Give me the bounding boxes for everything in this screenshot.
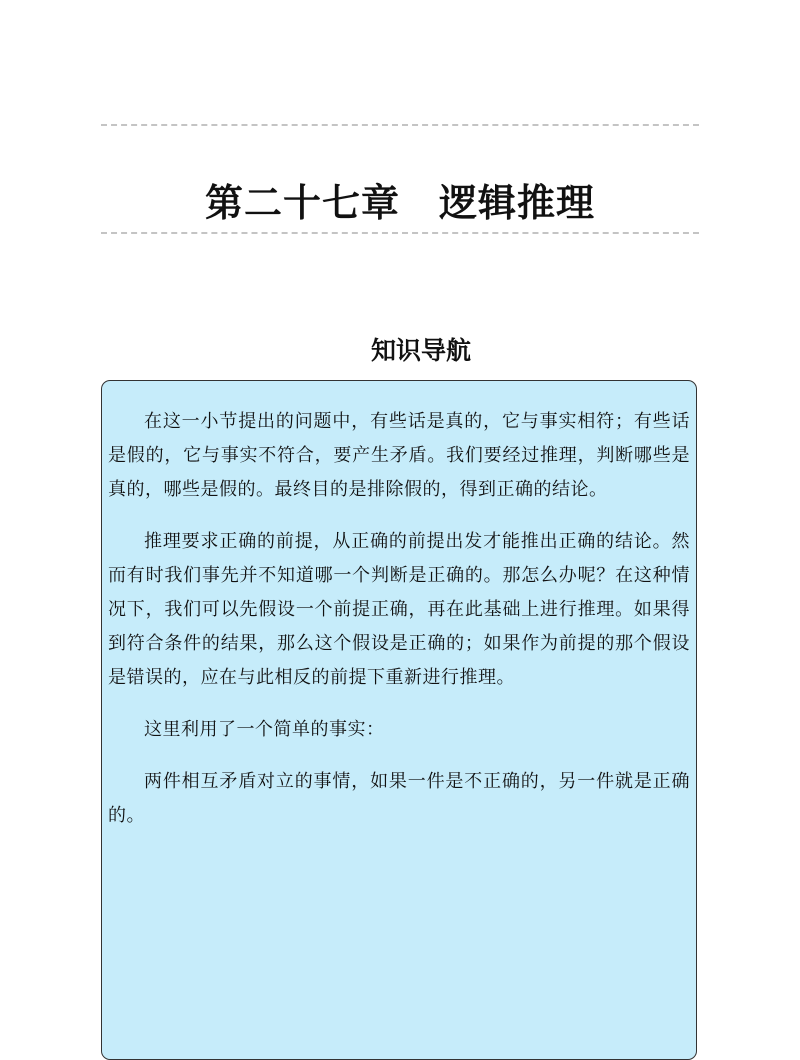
paragraph-3: 这里利用了一个简单的事实： (144, 719, 385, 740)
paragraph-2: 推理要求正确的前提，从正确的前提出发才能推出正确的结论。然而有时我们事先并不知道哪一个判断是正确的。那怎么办呢？在这种情况下，我们可以先假设一个前提正确，再在此基础上进行推理。如果得到符合条件的结果，那么这个假设是正确的；如果作为前提的那个假设是错误的，应在与此相反的前提下重新进行推理。 (108, 531, 690, 688)
paragraph-4: 两件相互矛盾对立的事情，如果一件是不正确的，另一件就是正确的。 (108, 771, 690, 826)
chapter-title: 第二十七章 逻辑推理 (204, 180, 595, 226)
top-dashed-rule (101, 124, 699, 126)
knowledge-box (101, 380, 697, 1060)
paragraph-1: 在这一小节提出的问题中，有些话是真的，它与事实相符；有些话是假的，它与事实不符合，要产生矛盾。我们要经过推理，判断哪些是真的，哪些是假的。最终目的是排除假的，得到正确的结论。 (108, 411, 690, 500)
section-heading: 知识导航 (370, 335, 471, 365)
bottom-dashed-rule (101, 232, 699, 234)
